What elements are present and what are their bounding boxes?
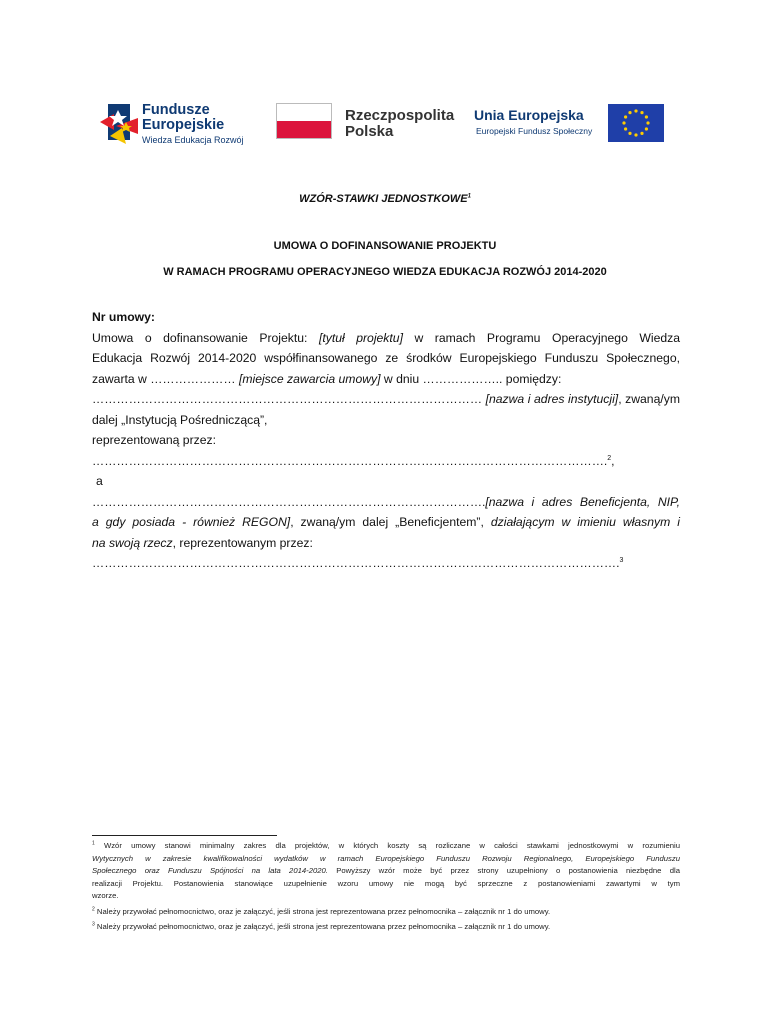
body-line-4: …………………………………………………………………………………… [nazwa i adres instytucji], zwaną/ym [92, 392, 680, 406]
document-title: WZÓR-STAWKI JEDNOSTKOWE$^1$ [299, 193, 471, 205]
footnote-2: $^2$ Należy przywołać pełnomocnictwo, oraz je załączyć, jeśli strona jest reprezentowana przez pełnomocnika – załącznik nr 1 do umowy. [92, 906, 551, 916]
footnote-ref-1: 1 [467, 193, 471, 200]
body-line-6: reprezentowaną przez: [92, 433, 216, 447]
body-line-1: Umowa o dofinansowanie Projektu: [tytuł projektu] w ramach Programu Operacyjnego Wiedza [92, 330, 680, 345]
eu-flag-icon [608, 104, 664, 142]
rzeczpospolita-logo-line1: Rzeczpospolita [345, 107, 455, 124]
body-line-11: na swoją rzecz, reprezentowanym przez: [92, 535, 313, 550]
fundusze-logo-line3: Wiedza Edukacja Rozwój [142, 135, 244, 145]
polish-flag-icon [276, 103, 332, 139]
nr-umowy-label: Nr umowy: [92, 310, 155, 324]
footnote-ref-2: 2 [607, 454, 612, 462]
rzeczpospolita-polska-logo [276, 96, 466, 150]
heading-line-2: W RAMACH PROGRAMU OPERACYJNEGO WIEDZA EDUKACJA ROZWÓJ 2014-2020 [163, 266, 607, 278]
unia-europejska-logo [474, 96, 676, 150]
body-line-3: zawarta w ………………… [miejsce zawarcia umowy] w dniu ……………….. pomiędzy: [92, 371, 562, 386]
footnote-ref-3: 3 [619, 556, 624, 564]
fundusze-logo-line2: Europejskie [142, 117, 225, 133]
rzeczpospolita-logo-line2: Polska [345, 123, 394, 140]
body-line-8: a [96, 474, 103, 488]
heading-line-1: UMOWA O DOFINANSOWANIE PROJEKTU [273, 240, 497, 252]
fundusze-europejskie-logo [96, 96, 256, 150]
footnote-1: $^1$ Wzór umowy stanowi minimalny zakres dla projektów, w których koszty są rozliczane w całości stawkami jednostkowymi w rozumieniu Wytycznych w zakresie kwalifikowalności wydatków w ramach Europejskiego Funduszu Rozwoju Regionalnego, Europejskiego Funduszu Społecznego oraz Funduszu Spójności na lata 2014-2020. Powyższy wzór może być przez strony uzupełniony o postanowienia niezbędne dla realizacji Projektu. Postanowienia stanowiące uzupełnienie wzoru umowy nie mogą być sprzeczne z postanowieniami zawartymi w tym wzorze. [92, 840, 680, 901]
body-line-5: dalej „Instytucją Pośredniczącą”, [92, 412, 268, 427]
body-line-12: ………………………………………………………………………………………………………………….$^3$ [92, 556, 624, 570]
footnote-separator [92, 835, 277, 836]
body-line-10: a gdy posiada - również REGON], zwaną/ym dalej „Beneficjentem”, działającym w imieniu własnym i [92, 515, 680, 529]
fundusze-europejskie-flag-icon [100, 100, 138, 144]
logo-bar [96, 96, 676, 150]
body-line-9: …………………………………………………………………………………….[nazwa i adres Beneficjenta, NIP, [92, 494, 680, 509]
body-line-2: Edukacja Rozwój 2014-2020 współfinansowanego ze środków Europejskiego Funduszu Społecznego, [92, 351, 680, 365]
fundusze-logo-line1: Fundusze [142, 102, 210, 118]
footnote-3: $^3$ Należy przywołać pełnomocnictwo, oraz je załączyć, jeśli strona jest reprezentowana przez pełnomocnika – załącznik nr 1 do umowy. [92, 921, 551, 931]
unia-logo-line1: Unia Europejska [474, 107, 584, 123]
body-line-7: ……………………………………………………………………………………………………………….$^2$, [92, 453, 615, 468]
unia-logo-line2: Europejski Fundusz Społeczny [476, 126, 593, 136]
